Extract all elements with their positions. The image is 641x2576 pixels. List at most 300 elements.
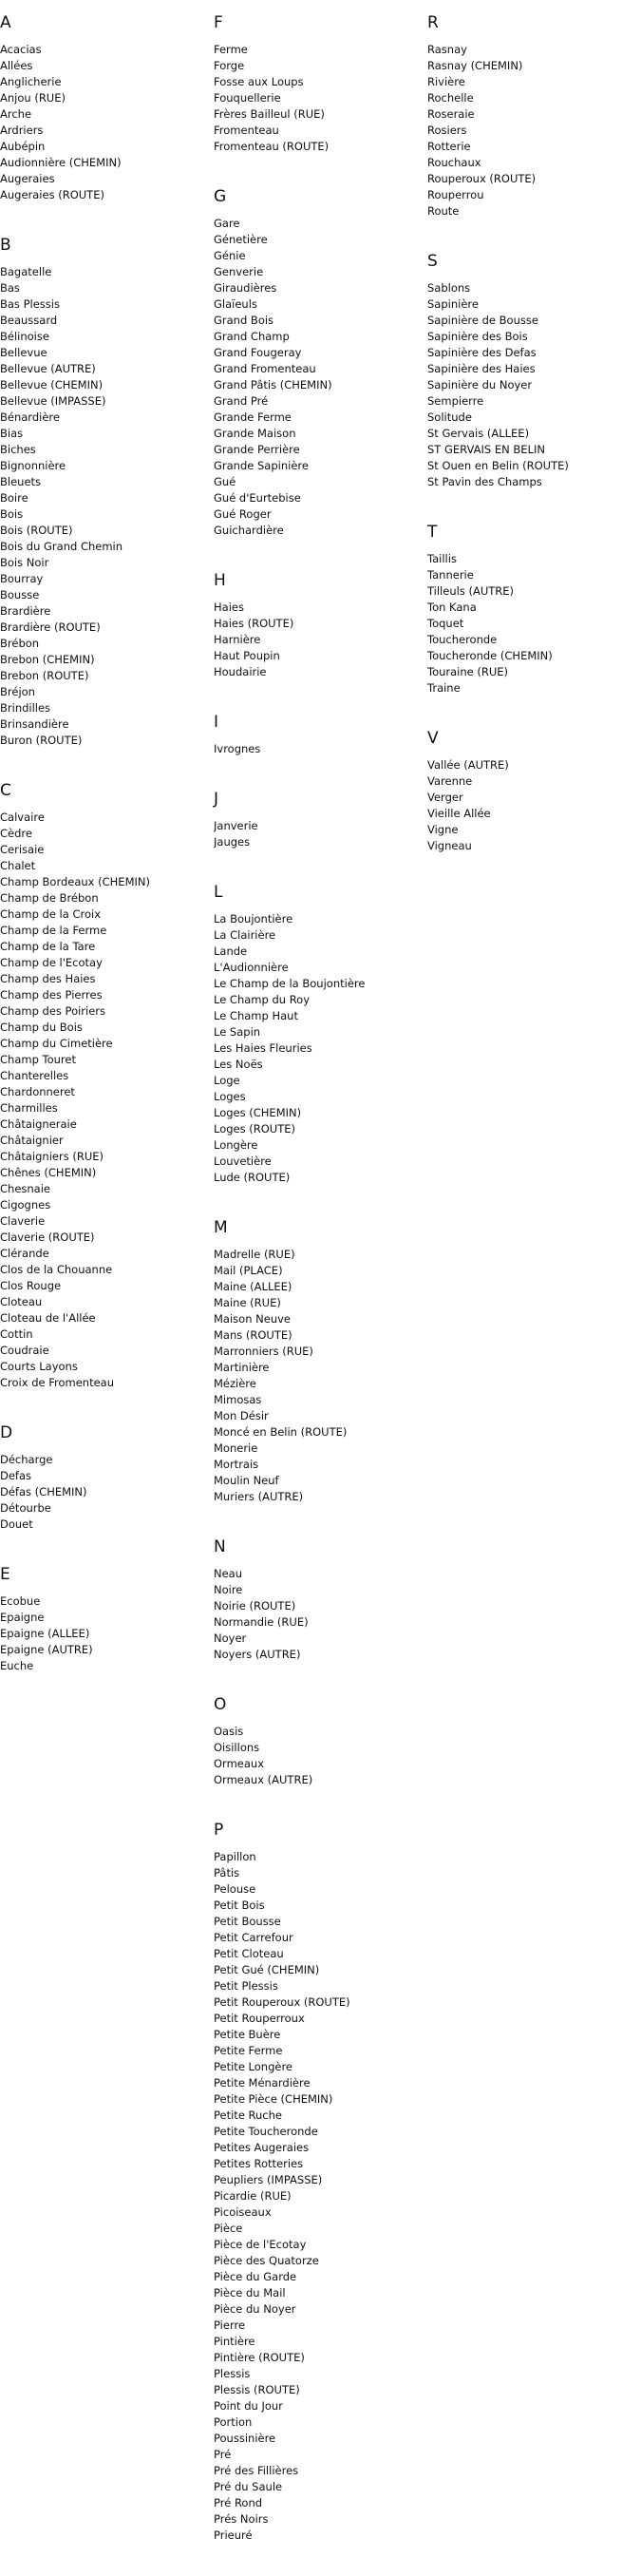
street-link[interactable]: Vallée (AUTRE) xyxy=(427,758,509,772)
street-link[interactable]: Champ de la Croix xyxy=(0,907,101,921)
section-letter-heading: V xyxy=(427,729,439,748)
section-letter-heading: G xyxy=(214,187,227,206)
street-link[interactable]: Arche xyxy=(0,107,32,121)
street-link[interactable]: Fromenteau (ROUTE) xyxy=(214,140,330,153)
street-link[interactable]: Picoiseaux xyxy=(214,2205,272,2219)
street-link[interactable]: Pierre xyxy=(214,2318,246,2332)
street-link[interactable]: Houdairie xyxy=(214,665,267,678)
street-link[interactable]: Anjou (RUE) xyxy=(0,91,66,105)
street-link[interactable]: Genverie xyxy=(214,265,264,278)
street-link[interactable]: Rasnay (CHEMIN) xyxy=(427,59,523,72)
street-link[interactable]: Cloteau xyxy=(0,1295,43,1308)
street-link[interactable]: Ormeaux xyxy=(214,1757,264,1770)
section-letter-heading: C xyxy=(0,781,11,800)
index-column-2 xyxy=(214,13,424,2576)
street-list xyxy=(214,1247,424,1505)
street-link[interactable]: Mail (PLACE) xyxy=(214,1264,283,1277)
street-link[interactable]: Roseraie xyxy=(427,107,475,121)
street-link[interactable]: Chênes (CHEMIN) xyxy=(0,1166,97,1179)
street-link[interactable]: Epaigne xyxy=(0,1611,45,1624)
street-link[interactable]: Petit Rouperoux (ROUTE) xyxy=(214,1995,350,2009)
street-link[interactable]: Chesnaie xyxy=(0,1182,50,1195)
street-link[interactable]: Clos Rouge xyxy=(0,1279,62,1292)
street-link[interactable]: Champ Touret xyxy=(0,1053,76,1066)
street-link[interactable]: Route xyxy=(427,204,460,218)
street-link[interactable]: Pintière xyxy=(214,2335,255,2348)
street-link[interactable]: Varenne xyxy=(427,774,473,788)
street-link[interactable]: Ecobue xyxy=(0,1594,41,1608)
street-link[interactable]: Allées xyxy=(0,59,33,72)
street-link[interactable]: Le Sapin xyxy=(214,1025,261,1039)
street-link[interactable]: Pièce des Quatorze xyxy=(214,2254,319,2267)
street-list xyxy=(214,1566,424,1663)
letter-section xyxy=(214,713,424,757)
letter-section xyxy=(214,1537,424,1663)
street-link[interactable]: Epaigne (AUTRE) xyxy=(0,1643,93,1656)
street-link[interactable]: Champ des Poiriers xyxy=(0,1004,106,1018)
street-link[interactable]: Ardriers xyxy=(0,124,44,137)
letter-section xyxy=(0,13,211,203)
street-link[interactable]: Champ Bordeaux (CHEMIN) xyxy=(0,875,150,888)
street-link[interactable]: Clérande xyxy=(0,1247,49,1260)
street-link[interactable]: Sapinière du Noyer xyxy=(427,378,533,391)
street-list xyxy=(0,1593,211,1674)
street-link[interactable]: Ivrognes xyxy=(214,742,261,755)
section-letter-heading: M xyxy=(214,1218,228,1237)
street-link[interactable]: Châtaigniers (RUE) xyxy=(0,1150,104,1163)
street-link[interactable]: Sablons xyxy=(427,281,471,295)
street-link[interactable]: Longère xyxy=(214,1138,258,1152)
street-link[interactable]: Génetière xyxy=(214,233,268,246)
street-link[interactable]: Gare xyxy=(214,217,240,230)
street-link[interactable]: Ferme xyxy=(214,43,248,56)
street-link[interactable]: Bas xyxy=(0,281,20,295)
section-letter-heading: R xyxy=(427,13,439,32)
street-link[interactable]: Tannerie xyxy=(427,568,474,582)
street-list xyxy=(214,1724,424,1788)
street-link[interactable]: Petite Pièce (CHEMIN) xyxy=(214,2092,333,2106)
letter-section xyxy=(427,252,638,490)
street-list xyxy=(214,1849,424,2544)
street-link[interactable]: Beaussard xyxy=(0,314,58,327)
street-link[interactable]: Neau xyxy=(214,1567,243,1580)
street-link[interactable]: Prés Noirs xyxy=(214,2512,269,2526)
street-link[interactable]: Calvaire xyxy=(0,811,45,824)
street-link[interactable]: Petite Ménardière xyxy=(214,2076,311,2089)
street-list xyxy=(0,810,211,1391)
street-link[interactable]: L'Audionnière xyxy=(214,961,289,974)
street-link[interactable]: Pré du Saule xyxy=(214,2480,283,2493)
street-link[interactable]: Champ du Bois xyxy=(0,1021,83,1034)
street-link[interactable]: Petite Ruche xyxy=(214,2109,282,2122)
street-link[interactable]: Picardie (RUE) xyxy=(214,2189,292,2203)
street-link[interactable]: Bellevue (CHEMIN) xyxy=(0,378,104,391)
street-link[interactable]: Loges (CHEMIN) xyxy=(214,1106,302,1119)
street-link[interactable]: Anglicherie xyxy=(0,75,62,88)
street-link[interactable]: Claverie (ROUTE) xyxy=(0,1231,95,1244)
street-link[interactable]: Pâtis xyxy=(214,1866,240,1880)
street-link[interactable]: La Boujontière xyxy=(214,912,293,925)
street-link[interactable]: Le Champ de la Boujontière xyxy=(214,977,366,990)
street-link[interactable]: Mézière xyxy=(214,1377,256,1390)
street-link[interactable]: Les Noës xyxy=(214,1058,263,1071)
section-letter-heading: E xyxy=(0,1565,10,1584)
street-link[interactable]: Sapinière des Haies xyxy=(427,362,536,375)
street-link[interactable]: Pièce du Garde xyxy=(214,2270,297,2283)
street-link[interactable]: Defas xyxy=(0,1469,32,1482)
street-link[interactable]: Chalet xyxy=(0,859,36,872)
street-link[interactable]: Traine xyxy=(427,681,461,695)
street-link[interactable]: Brardière (ROUTE) xyxy=(0,620,101,634)
street-link[interactable]: St Ouen en Belin (ROUTE) xyxy=(427,459,569,472)
street-link[interactable]: Champ de Brébon xyxy=(0,891,99,905)
street-link[interactable]: Loges xyxy=(214,1090,246,1103)
street-link[interactable]: Rasnay xyxy=(427,43,467,56)
street-link[interactable]: Décharge xyxy=(0,1453,53,1466)
street-link[interactable]: Augeraies xyxy=(0,172,55,185)
letter-section xyxy=(214,790,424,850)
street-link[interactable]: Bois (ROUTE) xyxy=(0,524,73,537)
section-letter-heading: S xyxy=(427,252,438,271)
street-link[interactable]: Lande xyxy=(214,945,248,958)
street-link[interactable]: Petit Cloteau xyxy=(214,1947,284,1960)
letter-section xyxy=(427,13,638,219)
street-link[interactable]: La Clairière xyxy=(214,928,276,942)
street-link[interactable]: Petites Augeraies xyxy=(214,2141,310,2154)
street-link[interactable]: Rotterie xyxy=(427,140,471,153)
street-link[interactable]: Pièce du Noyer xyxy=(214,2302,296,2316)
street-link[interactable]: Poussinière xyxy=(214,2432,276,2445)
street-link[interactable]: Champ du Cimetière xyxy=(0,1037,113,1050)
street-link[interactable]: Gué Roger xyxy=(214,507,272,521)
index-column-3 xyxy=(427,13,638,887)
street-link[interactable]: Audionnière (CHEMIN) xyxy=(0,156,122,169)
street-link[interactable]: Bourray xyxy=(0,572,44,585)
street-link[interactable]: Grande Perrière xyxy=(214,443,300,456)
street-link[interactable]: Harnière xyxy=(214,633,261,646)
street-link[interactable]: Augeraies (ROUTE) xyxy=(0,188,104,201)
street-link[interactable]: Grand Champ xyxy=(214,330,290,343)
section-letter-heading: F xyxy=(214,13,223,32)
street-link[interactable]: Louvetière xyxy=(214,1154,272,1168)
street-link[interactable]: Biches xyxy=(0,443,36,456)
street-link[interactable]: Grand Fougeray xyxy=(214,346,302,359)
letter-section xyxy=(214,1695,424,1788)
street-link[interactable]: Bousse xyxy=(0,588,40,601)
letter-section xyxy=(214,1218,424,1505)
letter-section xyxy=(214,1821,424,2544)
street-link[interactable]: Haies (ROUTE) xyxy=(214,617,294,630)
section-letter-heading: O xyxy=(214,1695,227,1714)
street-link[interactable]: Pré des Fillières xyxy=(214,2464,299,2477)
street-link[interactable]: St Gervais (ALLEE) xyxy=(427,427,530,440)
street-link[interactable]: Noirie (ROUTE) xyxy=(214,1599,296,1612)
street-link[interactable]: Haut Poupin xyxy=(214,649,280,662)
street-link[interactable]: Sapinière de Bousse xyxy=(427,314,538,327)
street-link[interactable]: Rosiers xyxy=(427,124,467,137)
street-link[interactable]: Pièce xyxy=(214,2222,243,2235)
street-link[interactable]: Acacias xyxy=(0,43,42,56)
street-link[interactable]: Cèdre xyxy=(0,827,32,840)
street-link[interactable]: Grand Fromenteau xyxy=(214,362,316,375)
street-link[interactable]: Fromenteau xyxy=(214,124,279,137)
street-link[interactable]: Oisillons xyxy=(214,1741,260,1754)
street-link[interactable]: Défas (CHEMIN) xyxy=(0,1485,87,1498)
street-link[interactable]: Clos de la Chouanne xyxy=(0,1263,113,1276)
street-link[interactable]: Grande Ferme xyxy=(214,410,292,424)
street-link[interactable]: Le Champ du Roy xyxy=(214,993,311,1006)
street-link[interactable]: Giraudières xyxy=(214,281,277,295)
street-link[interactable]: Moulin Neuf xyxy=(214,1474,279,1487)
street-link[interactable]: Champ de la Tare xyxy=(0,940,96,953)
street-link[interactable]: Euche xyxy=(0,1659,34,1672)
street-link[interactable]: Tilleuls (AUTRE) xyxy=(427,584,515,598)
street-link[interactable]: Brébon xyxy=(0,637,40,650)
section-letter-heading: I xyxy=(214,713,219,732)
street-link[interactable]: Petit Rouperroux xyxy=(214,2012,305,2025)
street-list xyxy=(214,741,424,757)
section-letter-heading: B xyxy=(0,236,11,255)
street-link[interactable]: Petit Carrefour xyxy=(214,1931,293,1944)
street-link[interactable]: Maison Neuve xyxy=(214,1312,291,1326)
street-link[interactable]: Petite Longère xyxy=(214,2060,292,2073)
street-link[interactable]: Lude (ROUTE) xyxy=(214,1171,291,1184)
street-link[interactable]: Croix de Fromenteau xyxy=(0,1376,115,1389)
street-link[interactable]: Cerisaie xyxy=(0,843,45,856)
street-link[interactable]: Toucheronde xyxy=(427,633,498,646)
street-link[interactable]: Portion xyxy=(214,2415,253,2429)
street-link[interactable]: Moncé en Belin (ROUTE) xyxy=(214,1425,348,1439)
street-link[interactable]: Brebon (CHEMIN) xyxy=(0,653,95,666)
street-link[interactable]: Petit Bousse xyxy=(214,1915,281,1928)
street-link[interactable]: Guichardière xyxy=(214,524,284,537)
street-link[interactable]: Pièce de l'Ecotay xyxy=(214,2238,307,2251)
street-link[interactable]: Gué xyxy=(214,475,236,488)
street-link[interactable]: Petit Gué (CHEMIN) xyxy=(214,1963,320,1976)
street-link[interactable]: Champ des Pierres xyxy=(0,988,103,1002)
street-link[interactable]: Charmilles xyxy=(0,1101,58,1115)
street-link[interactable]: Courts Layons xyxy=(0,1360,78,1373)
letter-section xyxy=(0,236,211,749)
street-link[interactable]: Grand Pâtis (CHEMIN) xyxy=(214,378,332,391)
street-link[interactable]: Peupliers (IMPASSE) xyxy=(214,2173,323,2186)
street-link[interactable]: Rouperrou xyxy=(427,188,484,201)
street-link[interactable]: Touraine (RUE) xyxy=(427,665,509,678)
street-link[interactable]: Brebon (ROUTE) xyxy=(0,669,89,682)
street-link[interactable]: Mortrais xyxy=(214,1458,259,1471)
street-link[interactable]: Maine (RUE) xyxy=(214,1296,281,1309)
street-link[interactable]: Brinsandière xyxy=(0,717,69,731)
street-link[interactable]: Loge xyxy=(214,1074,240,1087)
street-link[interactable]: Vieille Allée xyxy=(427,807,491,820)
letter-section xyxy=(0,1423,211,1533)
street-link[interactable]: Douet xyxy=(0,1517,33,1531)
street-list xyxy=(214,42,424,155)
street-link[interactable]: Bois du Grand Chemin xyxy=(0,540,123,553)
street-link[interactable]: Petites Rotteries xyxy=(214,2157,304,2170)
street-link[interactable]: Haies xyxy=(214,601,244,614)
street-link[interactable]: Bignonnière xyxy=(0,459,66,472)
street-link[interactable]: Toquet xyxy=(427,617,464,630)
section-letter-heading: L xyxy=(214,883,223,902)
street-link[interactable]: Champ de la Ferme xyxy=(0,924,107,937)
street-link[interactable]: Gué d'Eurtebise xyxy=(214,491,301,505)
street-link[interactable]: Petit Plessis xyxy=(214,1979,278,1993)
street-link[interactable]: Bréjon xyxy=(0,685,35,698)
street-link[interactable]: Le Champ Haut xyxy=(214,1009,298,1022)
letter-section xyxy=(427,729,638,854)
street-link[interactable]: Bias xyxy=(0,427,24,440)
street-link[interactable]: Monerie xyxy=(214,1441,258,1455)
section-letter-heading: T xyxy=(427,523,438,542)
street-link[interactable]: Glaïeuls xyxy=(214,297,257,311)
street-list xyxy=(427,280,638,490)
street-link[interactable]: Forge xyxy=(214,59,245,72)
letter-section xyxy=(214,187,424,539)
street-link[interactable]: Fosse aux Loups xyxy=(214,75,304,88)
street-link[interactable]: Fouquellerie xyxy=(214,91,281,105)
street-link[interactable]: Muriers (AUTRE) xyxy=(214,1490,304,1503)
street-link[interactable]: Champ de l'Ecotay xyxy=(0,956,103,969)
street-link[interactable]: Boire xyxy=(0,491,28,505)
letter-section xyxy=(0,1565,211,1674)
street-link[interactable]: Petite Toucheronde xyxy=(214,2125,318,2138)
street-link[interactable]: Prieuré xyxy=(214,2528,253,2542)
street-link[interactable]: Rivière xyxy=(427,75,465,88)
street-link[interactable]: Claverie xyxy=(0,1214,46,1228)
street-link[interactable]: Mimosas xyxy=(214,1393,262,1406)
street-link[interactable]: Normandie (RUE) xyxy=(214,1615,309,1629)
street-link[interactable]: Coudraie xyxy=(0,1344,49,1357)
street-link[interactable]: Jauges xyxy=(214,835,251,849)
street-link[interactable]: Buron (ROUTE) xyxy=(0,734,83,747)
street-link[interactable]: Papillon xyxy=(214,1850,256,1863)
street-link[interactable]: Point du Jour xyxy=(214,2399,283,2413)
street-link[interactable]: Rouperoux (ROUTE) xyxy=(427,172,537,185)
street-link[interactable]: Verger xyxy=(427,791,463,804)
street-link[interactable]: Chardonneret xyxy=(0,1085,75,1098)
street-link[interactable]: Toucheronde (CHEMIN) xyxy=(427,649,553,662)
street-link[interactable]: Frères Bailleul (RUE) xyxy=(214,107,325,121)
street-link[interactable]: Bellevue (AUTRE) xyxy=(0,362,96,375)
street-link[interactable]: Ton Kana xyxy=(427,601,477,614)
street-link[interactable]: Oasis xyxy=(214,1725,244,1738)
street-link[interactable]: Loges (ROUTE) xyxy=(214,1122,295,1135)
street-link[interactable]: Grande Sapinière xyxy=(214,459,309,472)
street-list xyxy=(214,216,424,539)
street-link[interactable]: Taillis xyxy=(427,552,457,565)
street-link[interactable]: Grand Bois xyxy=(214,314,274,327)
street-link[interactable]: Bleuets xyxy=(0,475,42,488)
street-link[interactable]: Bellevue xyxy=(0,346,47,359)
street-link[interactable]: Solitude xyxy=(427,410,472,424)
street-link[interactable]: Noyer xyxy=(214,1631,247,1645)
street-link[interactable]: Vigne xyxy=(427,823,459,836)
street-link[interactable]: Noire xyxy=(214,1583,243,1596)
street-link[interactable]: Sapinière des Defas xyxy=(427,346,537,359)
street-link[interactable]: Mans (ROUTE) xyxy=(214,1328,292,1342)
street-link[interactable]: Martinière xyxy=(214,1361,270,1374)
street-link[interactable]: Mon Désir xyxy=(214,1409,269,1422)
letter-section xyxy=(0,781,211,1391)
street-link[interactable]: Plessis xyxy=(214,2367,251,2380)
street-link[interactable]: Pré xyxy=(214,2448,232,2461)
street-link[interactable]: Aubépin xyxy=(0,140,46,153)
street-link[interactable]: Pièce du Mail xyxy=(214,2286,286,2299)
street-link[interactable]: Les Haies Fleuries xyxy=(214,1041,312,1055)
street-link[interactable]: Bagatelle xyxy=(0,265,52,278)
street-link[interactable]: Bélinoise xyxy=(0,330,49,343)
street-link[interactable]: Grande Maison xyxy=(214,427,296,440)
section-letter-heading: J xyxy=(214,790,219,809)
street-link[interactable]: Pintière (ROUTE) xyxy=(214,2351,305,2364)
street-link[interactable]: Epaigne (ALLEE) xyxy=(0,1627,90,1640)
street-link[interactable]: Brindilles xyxy=(0,701,51,715)
street-list xyxy=(214,911,424,1186)
street-link[interactable]: Rouchaux xyxy=(427,156,481,169)
street-link[interactable]: St Pavin des Champs xyxy=(427,475,542,488)
street-link[interactable]: Cloteau de l'Allée xyxy=(0,1311,96,1325)
street-list xyxy=(214,818,424,850)
street-link[interactable]: Madrelle (RUE) xyxy=(214,1248,295,1261)
street-link[interactable]: Châtaigneraie xyxy=(0,1117,77,1131)
street-link[interactable]: Champ des Haies xyxy=(0,972,96,985)
street-link[interactable]: Sapinière des Bois xyxy=(427,330,528,343)
section-letter-heading: D xyxy=(0,1423,13,1442)
street-link[interactable]: Rochelle xyxy=(427,91,474,105)
section-letter-heading: N xyxy=(214,1537,226,1556)
street-link[interactable]: Bois xyxy=(0,507,24,521)
street-link[interactable]: Cottin xyxy=(0,1327,33,1341)
street-link[interactable]: Bellevue (IMPASSE) xyxy=(0,394,106,408)
street-list xyxy=(427,42,638,219)
street-list xyxy=(0,1452,211,1533)
street-link[interactable]: Maine (ALLEE) xyxy=(214,1280,292,1293)
letter-section xyxy=(214,883,424,1186)
index-column-1 xyxy=(0,13,211,1707)
street-link[interactable]: Noyers (AUTRE) xyxy=(214,1648,301,1661)
street-link[interactable]: Détourbe xyxy=(0,1501,51,1515)
letter-section xyxy=(214,13,424,155)
section-letter-heading: P xyxy=(214,1821,224,1840)
street-link[interactable]: Pré Rond xyxy=(214,2496,263,2509)
street-link[interactable]: Pelouse xyxy=(214,1882,256,1896)
street-link[interactable]: Bas Plessis xyxy=(0,297,60,311)
street-link[interactable]: Petite Ferme xyxy=(214,2044,283,2057)
street-link[interactable]: Janverie xyxy=(214,819,258,832)
street-link[interactable]: Bénardière xyxy=(0,410,60,424)
street-link[interactable]: Grand Pré xyxy=(214,394,269,408)
street-link[interactable]: Cigognes xyxy=(0,1198,51,1212)
letter-section xyxy=(427,523,638,696)
street-link[interactable]: Sempierre xyxy=(427,394,484,408)
street-link[interactable]: Vigneau xyxy=(427,839,472,852)
street-link[interactable]: Chanterelles xyxy=(0,1069,69,1082)
street-link[interactable]: ST GERVAIS EN BELIN xyxy=(427,443,545,456)
street-link[interactable]: Châtaignier xyxy=(0,1134,64,1147)
street-link[interactable]: Génie xyxy=(214,249,246,262)
street-link[interactable]: Sapinière xyxy=(427,297,479,311)
street-link[interactable]: Petit Bois xyxy=(214,1899,265,1912)
street-list xyxy=(427,551,638,696)
street-link[interactable]: Ormeaux (AUTRE) xyxy=(214,1773,313,1786)
street-link[interactable]: Plessis (ROUTE) xyxy=(214,2383,300,2396)
street-link[interactable]: Bois Noir xyxy=(0,556,49,569)
section-letter-heading: H xyxy=(214,571,226,590)
street-link[interactable]: Brardière xyxy=(0,604,51,618)
street-link[interactable]: Marronniers (RUE) xyxy=(214,1345,313,1358)
street-link[interactable]: Petite Buère xyxy=(214,2028,281,2041)
